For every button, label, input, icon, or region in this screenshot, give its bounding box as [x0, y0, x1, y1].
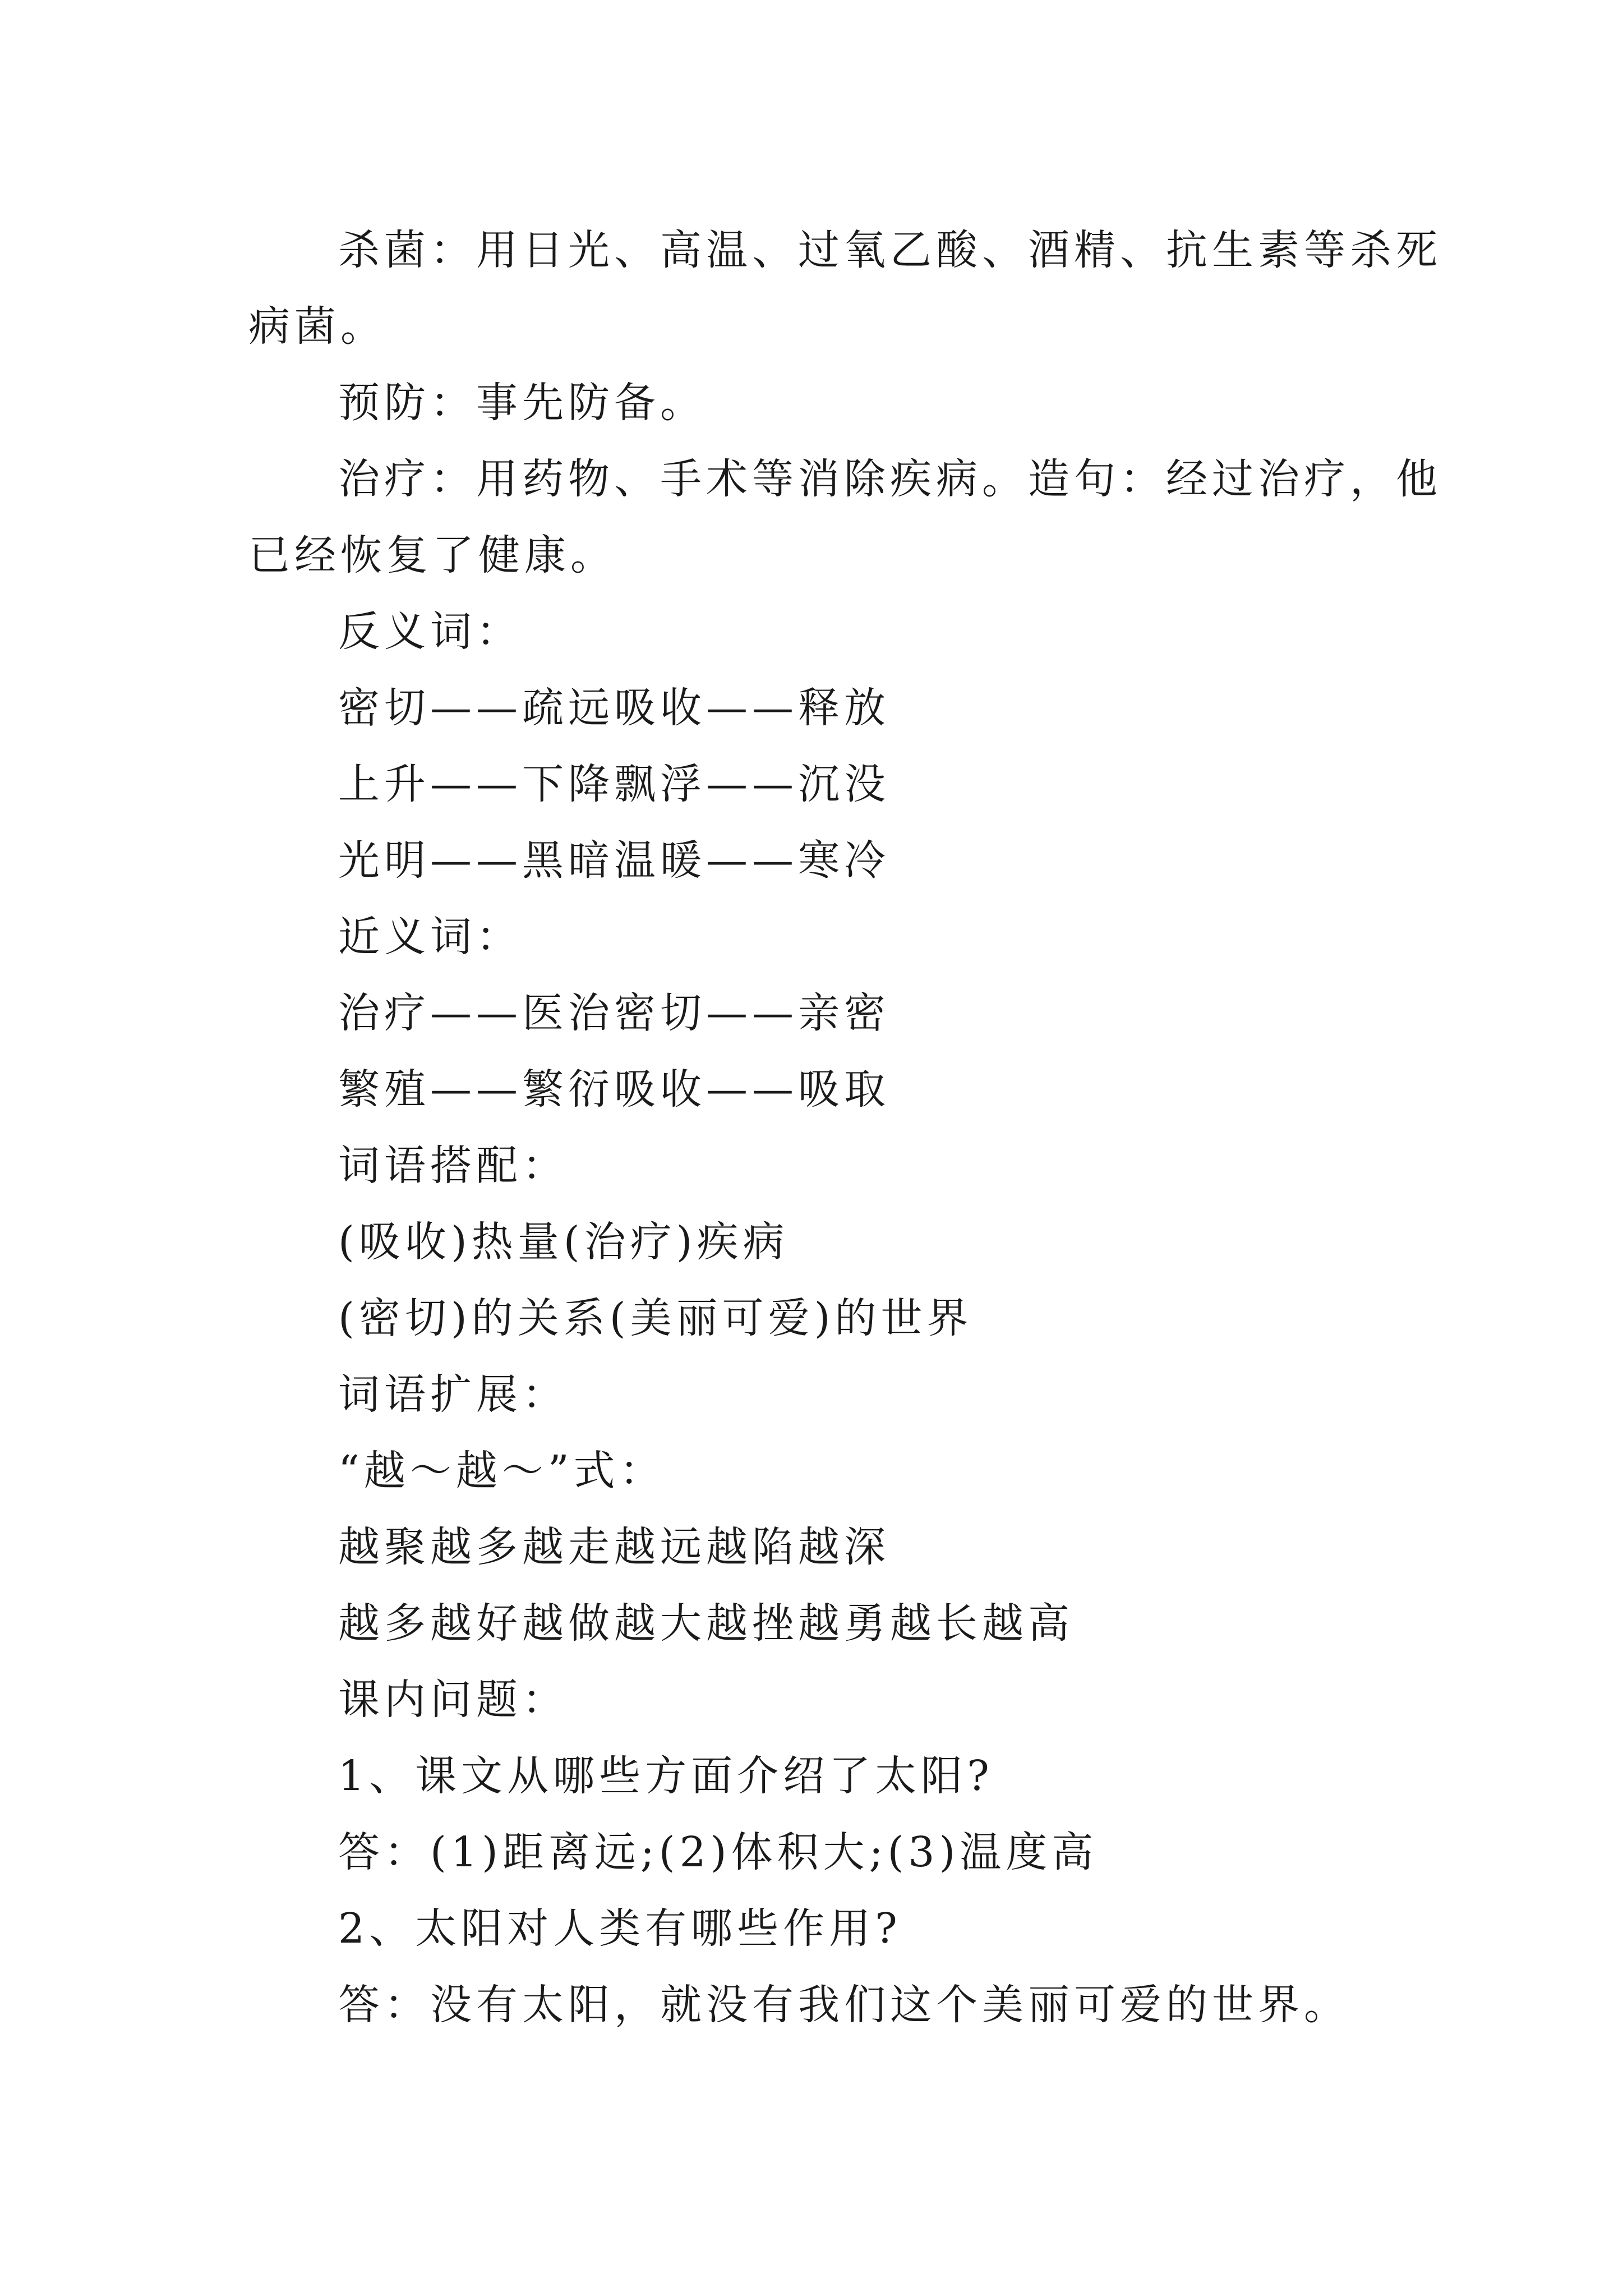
collocation-line-1: (吸收)热量(治疗)疾病: [338, 1218, 789, 1266]
heading-collocation: 词语搭配：: [338, 1142, 568, 1190]
heading-questions: 课内问题：: [338, 1676, 568, 1724]
synonym-line-2: 繁殖——繁衍吸收——吸取: [338, 1065, 890, 1114]
expansion-pattern: “越～越～”式：: [338, 1447, 666, 1495]
antonym-line-2: 上升——下降飘浮——沉没: [338, 760, 890, 808]
paragraph-treat-line1: 治疗：用药物、手术等消除疾病。造句：经过治疗，他: [338, 455, 1442, 503]
answer-2: 答：没有太阳，就没有我们这个美丽可爱的世界。: [338, 1981, 1350, 2029]
paragraph-sterilize-line2: 病菌。: [248, 302, 386, 351]
antonym-line-3: 光明——黑暗温暖——寒冷: [338, 836, 890, 885]
synonym-line-1: 治疗——医治密切——亲密: [338, 989, 890, 1037]
heading-antonyms: 反义词：: [338, 608, 522, 656]
expansion-line-2: 越多越好越做越大越挫越勇越长越高: [338, 1599, 1074, 1648]
expansion-line-1: 越聚越多越走越远越陷越深: [338, 1523, 890, 1571]
heading-expansion: 词语扩展：: [338, 1370, 568, 1419]
question-2: 2、太阳对人类有哪些作用?: [338, 1904, 902, 1953]
answer-1: 答：(1)距离远;(2)体积大;(3)温度高: [338, 1828, 1098, 1876]
paragraph-treat-line2: 已经恢复了健康。: [248, 531, 616, 579]
document-body: [248, 212, 1442, 2043]
paragraph-prevent: 预防：事先防备。: [338, 379, 706, 427]
collocation-line-2: (密切)的关系(美丽可爱)的世界: [338, 1294, 973, 1342]
antonym-line-1: 密切——疏远吸收——释放: [338, 684, 890, 732]
paragraph-sterilize-line1: 杀菌：用日光、高温、过氧乙酸、酒精、抗生素等杀死: [338, 226, 1442, 274]
question-1: 1、课文从哪些方面介绍了太阳?: [338, 1752, 994, 1800]
heading-synonyms: 近义词：: [338, 913, 522, 961]
